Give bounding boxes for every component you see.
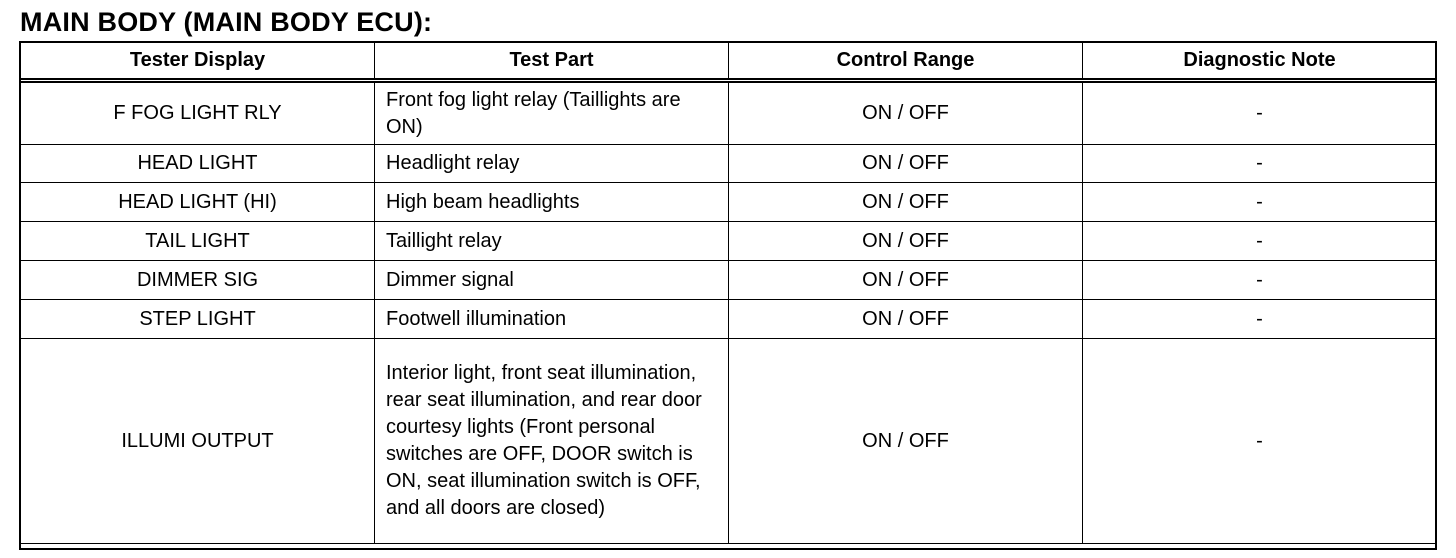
table-header-row xyxy=(21,43,1437,81)
control-range-cell: ON / OFF xyxy=(729,81,1083,145)
control-range-cell: ON / OFF xyxy=(729,261,1083,300)
header-control-range: Control Range xyxy=(729,43,1083,81)
control-range-cell: ON / OFF xyxy=(729,145,1083,183)
control-range-cell: ON / OFF xyxy=(729,300,1083,339)
control-range-cell: ON / OFF xyxy=(729,339,1083,544)
tester-display-cell: HEAD LIGHT xyxy=(21,145,375,183)
diagnostic-note-cell: - xyxy=(1083,261,1437,300)
diagnostic-note-cell: - xyxy=(1083,300,1437,339)
page-title: MAIN BODY (MAIN BODY ECU): xyxy=(20,7,433,37)
test-part-cell: High beam headlights xyxy=(375,183,729,222)
header-test-part: Test Part xyxy=(375,43,729,81)
table-row xyxy=(21,222,1437,261)
table-row xyxy=(21,81,1437,145)
diagnostic-note-cell: - xyxy=(1083,183,1437,222)
table-row xyxy=(21,145,1437,183)
diagnostic-note-cell: - xyxy=(1083,222,1437,261)
test-part-cell: Footwell illumination xyxy=(375,300,729,339)
table-frame xyxy=(19,41,1437,550)
test-part-cell: Dimmer signal xyxy=(375,261,729,300)
header-diagnostic-note: Diagnostic Note xyxy=(1083,43,1437,81)
diagnostic-note-cell: - xyxy=(1083,81,1437,145)
data-list-table xyxy=(20,42,1437,544)
table-row xyxy=(21,261,1437,300)
table-row xyxy=(21,300,1437,339)
tester-display-cell: STEP LIGHT xyxy=(21,300,375,339)
control-range-cell: ON / OFF xyxy=(729,222,1083,261)
test-part-cell: Taillight relay xyxy=(375,222,729,261)
tester-display-cell: TAIL LIGHT xyxy=(21,222,375,261)
test-part-cell: Headlight relay xyxy=(375,145,729,183)
diagnostic-note-cell: - xyxy=(1083,339,1437,544)
tester-display-cell: HEAD LIGHT (HI) xyxy=(21,183,375,222)
test-part-cell: Front fog light relay (Taillights are ON) xyxy=(375,81,729,145)
control-range-cell: ON / OFF xyxy=(729,183,1083,222)
test-part-cell: Interior light, front seat illumination, rear seat illumination, and rear door courtesy lights (Front personal switches are OFF, DOOR switch is ON, seat illumination switch is OFF, and all doors are closed) xyxy=(375,339,729,544)
table-row xyxy=(21,183,1437,222)
diagnostic-note-cell: - xyxy=(1083,145,1437,183)
tester-display-cell: DIMMER SIG xyxy=(21,261,375,300)
header-tester-display: Tester Display xyxy=(21,43,375,81)
tester-display-cell: ILLUMI OUTPUT xyxy=(21,339,375,544)
table-row xyxy=(21,339,1437,544)
tester-display-cell: F FOG LIGHT RLY xyxy=(21,81,375,145)
